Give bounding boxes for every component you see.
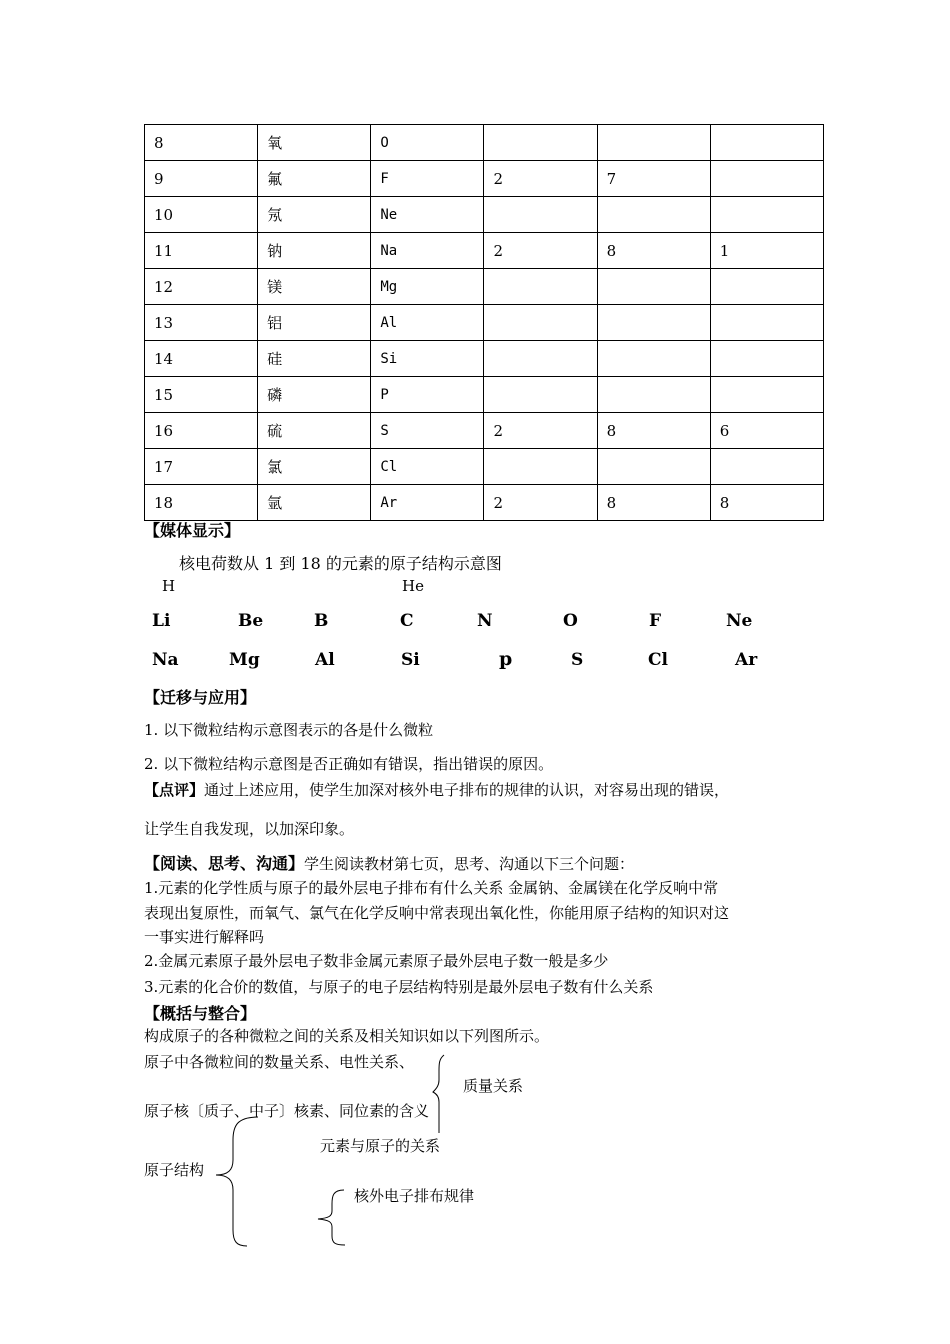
diagram-node-quantity: 原子中各微粒间的数量关系、电性关系、 — [144, 1053, 415, 1071]
diagram-node-element: 元素与原子的关系 — [320, 1137, 441, 1155]
table-cell: 10 — [145, 197, 258, 233]
element-label: B — [314, 611, 329, 631]
table-cell: 8 — [597, 233, 710, 269]
summary-intro: 构成原子的各种微粒之间的关系及相关知识如以下列图所示。 — [144, 1027, 550, 1045]
element-label: Al — [315, 650, 335, 670]
reading-p2: 2.金属元素原子最外层电子数非金属元素原子最外层电子数一般是多少 — [144, 952, 609, 970]
element-label: Mg — [229, 650, 260, 670]
element-label: Cl — [648, 650, 668, 670]
table-cell: 1 — [710, 233, 823, 269]
element-label: H — [162, 577, 176, 595]
table-cell: 15 — [145, 377, 258, 413]
element-label: p — [499, 648, 513, 670]
table-cell: 氩 — [258, 485, 371, 521]
element-label: Si — [401, 650, 420, 670]
comment-text: 通过上述应用，使学生加深对核外电子排布的规律的认识，对容易出现的错误， — [204, 781, 730, 799]
element-label: N — [477, 611, 493, 631]
reading-p1c: 一事实进行解释吗 — [144, 928, 265, 946]
table-cell: 8 — [710, 485, 823, 521]
table-cell: 2 — [484, 413, 597, 449]
table-cell: F — [371, 161, 484, 197]
media-heading: 【媒体显示】 — [144, 521, 241, 540]
table-cell: Ar — [371, 485, 484, 521]
table-cell: 6 — [710, 413, 823, 449]
table-cell: S — [371, 413, 484, 449]
table-cell: 16 — [145, 413, 258, 449]
comment-heading: 【点评】 — [144, 781, 205, 799]
reading-heading: 【阅读、思考、沟通】 — [144, 854, 305, 873]
table-cell: 2 — [484, 233, 597, 269]
element-label: F — [649, 611, 662, 631]
table-cell: 8 — [145, 125, 258, 161]
brace-small — [318, 1190, 345, 1245]
table-cell: O — [371, 125, 484, 161]
table-cell: 硫 — [258, 413, 371, 449]
element-label: O — [563, 611, 578, 631]
table-cell: 氖 — [258, 197, 371, 233]
table-cell: 2 — [484, 485, 597, 521]
element-label: S — [571, 650, 584, 670]
table-cell: 氧 — [258, 125, 371, 161]
table-cell: 磷 — [258, 377, 371, 413]
table-cell: 8 — [597, 485, 710, 521]
reading-p3: 3.元素的化合价的数值，与原子的电子层结构特别是最外层电子数有什么关系 — [144, 978, 654, 996]
reading-p1b: 表现出复原性，而氧气、氯气在化学反响中常表现出氧化性，你能用原子结构的知识对这 — [144, 904, 730, 922]
element-label: Ne — [726, 611, 753, 631]
brace-top — [433, 1055, 444, 1133]
table-cell: 2 — [484, 161, 597, 197]
media-caption: 核电荷数从 1 到 18 的元素的原子结构示意图 — [179, 554, 502, 573]
question-1: 1. 以下微粒结构示意图表示的各是什么微粒 — [144, 721, 434, 739]
table-cell: 17 — [145, 449, 258, 485]
element-label: Li — [152, 611, 171, 631]
table-cell: 铝 — [258, 305, 371, 341]
table-cell: P — [371, 377, 484, 413]
element-label: Na — [152, 650, 179, 670]
element-label: He — [402, 577, 424, 595]
table-cell: 8 — [597, 413, 710, 449]
table-cell: 镁 — [258, 269, 371, 305]
table-cell: Al — [371, 305, 484, 341]
table-cell: 14 — [145, 341, 258, 377]
table-cell: Si — [371, 341, 484, 377]
diagram-node-electron: 核外电子排布规律 — [354, 1187, 475, 1205]
diagram-node-structure: 原子结构 — [144, 1161, 205, 1179]
table-cell: 13 — [145, 305, 258, 341]
table-cell: 钠 — [258, 233, 371, 269]
diagram-node-nucleus: 原子核〔质子、中子〕核素、同位素的含义 — [144, 1102, 430, 1120]
table-cell: 11 — [145, 233, 258, 269]
table-cell: Na — [371, 233, 484, 269]
table-cell: Mg — [371, 269, 484, 305]
element-label: Ar — [735, 650, 758, 670]
element-label: Be — [238, 611, 264, 631]
brace-large — [216, 1117, 258, 1246]
transfer-heading: 【迁移与应用】 — [144, 688, 257, 707]
diagram-node-mass: 质量关系 — [463, 1077, 524, 1095]
table-cell: Ne — [371, 197, 484, 233]
reading-p1a: 1.元素的化学性质与原子的最外层电子排布有什么关系 金属钠、金属镁在化学反响中常 — [144, 879, 719, 897]
table-cell: Cl — [371, 449, 484, 485]
table-cell: 7 — [597, 161, 710, 197]
reading-intro: 学生阅读教材第七页，思考、沟通以下三个问题： — [304, 855, 635, 873]
table-cell: 硅 — [258, 341, 371, 377]
question-2: 2. 以下微粒结构示意图是否正确如有错误，指出错误的原因。 — [144, 755, 554, 773]
table-cell: 氟 — [258, 161, 371, 197]
table-cell: 12 — [145, 269, 258, 305]
table-cell: 18 — [145, 485, 258, 521]
comment-line-2: 让学生自我发现，以加深印象。 — [144, 820, 355, 838]
table-cell: 9 — [145, 161, 258, 197]
summary-heading: 【概括与整合】 — [144, 1004, 257, 1023]
table-cell: 氯 — [258, 449, 371, 485]
element-label: C — [400, 611, 414, 631]
